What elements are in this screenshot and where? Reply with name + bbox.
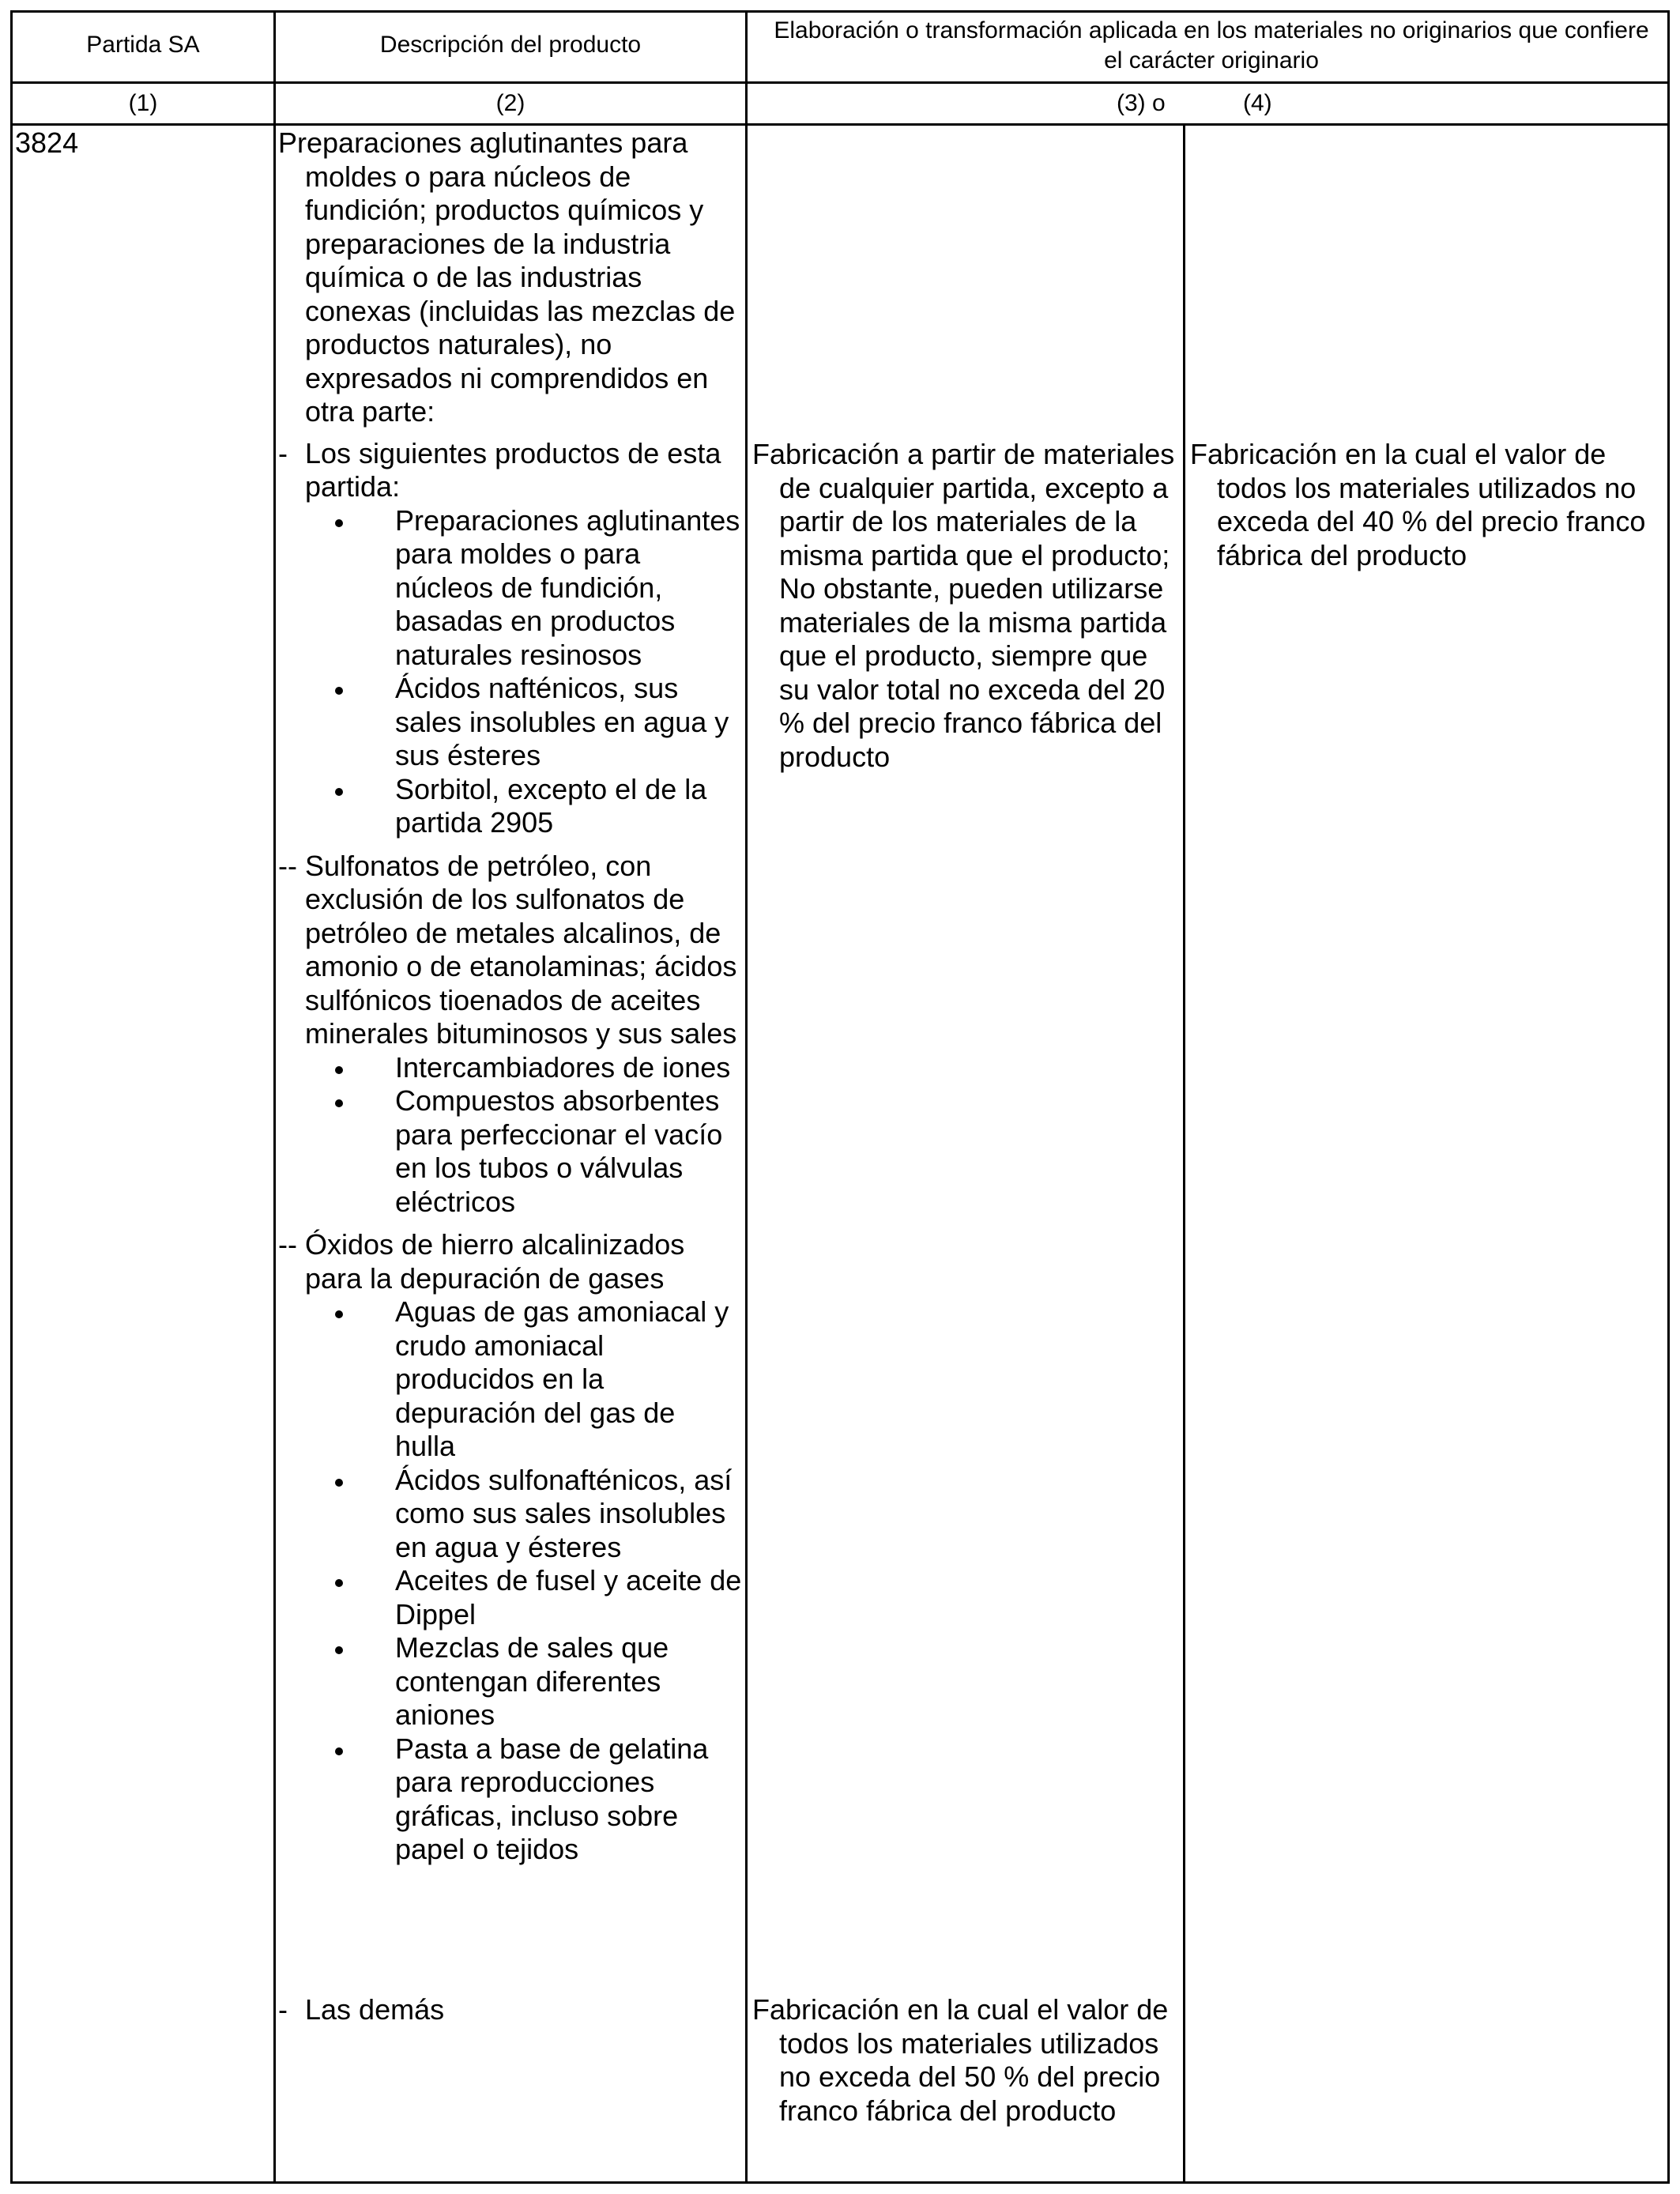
table-border-top bbox=[10, 10, 1670, 13]
group-heading bbox=[278, 850, 743, 1051]
header-elaboracion: Elaboración o transformación aplicada en los materiales no originarios que confiere el carácter originario bbox=[774, 17, 1649, 74]
header-descripcion: Descripción del producto bbox=[379, 32, 642, 58]
column-number-2: (2) bbox=[495, 90, 525, 116]
table-border-left bbox=[10, 10, 13, 2184]
others-text: Las demás bbox=[305, 1993, 445, 2026]
group-marker: - bbox=[278, 436, 288, 469]
rule-column-4-first: Fabricación en la cual el valor de todos los materiales utilizados no exceda del 40 % del precio franco fábrica del producto bbox=[1190, 438, 1646, 571]
bullet-icon bbox=[335, 788, 343, 796]
others-marker: - bbox=[278, 1993, 288, 2026]
bullet-list bbox=[278, 1051, 743, 1220]
group-marker: -- bbox=[278, 1228, 297, 1261]
bullet-icon bbox=[335, 1310, 343, 1318]
bullet-icon bbox=[335, 1479, 343, 1487]
column-divider-1 bbox=[273, 10, 276, 2184]
group-text: Sulfonatos de petróleo, con exclusión de los sulfonatos de petróleo de metales alcalinos, de amonio o de etanolaminas; ácidos sulfónicos tioenados de aceites minerales bituminosos y sus sales bbox=[305, 849, 737, 1050]
group-heading bbox=[278, 1228, 743, 1295]
group-heading bbox=[278, 437, 743, 504]
rules-of-origin-table bbox=[10, 10, 1670, 2184]
column-number-1: (1) bbox=[128, 90, 158, 116]
description-intro: Preparaciones aglutinantes para moldes o para núcleos de fundición; productos químicos y preparaciones de la industria química o de las industrias conexas (incluidas las mezclas de productos naturales), no expresados ni comprendidos en otra parte: bbox=[278, 126, 736, 428]
list-item: Ácidos sulfonafténicos, así como sus sales insolubles en agua y ésteres bbox=[278, 1464, 743, 1565]
list-item: Aguas de gas amoniacal y crudo amoniacal producidos en la depuración del gas de hulla bbox=[278, 1295, 743, 1464]
list-item: Pasta a base de gelatina para reproducciones gráficas, incluso sobre papel o tejidos bbox=[278, 1732, 743, 1867]
hs-code: 3824 bbox=[15, 126, 79, 159]
list-item: Ácidos nafténicos, sus sales insolubles en agua y sus ésteres bbox=[278, 672, 743, 773]
table-border-bottom bbox=[10, 2181, 1670, 2184]
group-text: Los siguientes productos de esta partida: bbox=[305, 436, 721, 503]
list-item: Aceites de fusel y aceite de Dippel bbox=[278, 1564, 743, 1631]
list-item: Sorbitol, excepto el de la partida 2905 bbox=[278, 773, 743, 840]
description-group bbox=[278, 850, 743, 1220]
column-number-4: (4) bbox=[1243, 90, 1272, 116]
list-item: Intercambiadores de iones bbox=[278, 1051, 743, 1085]
bullet-icon bbox=[335, 1747, 343, 1755]
rule-column-3-first: Fabricación a partir de materiales de cualquier partida, excepto a partir de los materiales de la misma partida que el producto; No obstante, pueden utilizarse materiales de la misma partida que el producto, siempre que su valor total no exceda del 20 % del precio franco fábrica del producto bbox=[752, 438, 1175, 773]
column-number-3: (3) o bbox=[1117, 90, 1166, 116]
list-item: Mezclas de sales que contengan diferentes aniones bbox=[278, 1631, 743, 1732]
description-group bbox=[278, 1228, 743, 1867]
list-item: Compuestos absorbentes para perfeccionar el vacío en los tubos o válvulas eléctricos bbox=[278, 1084, 743, 1219]
list-item: Preparaciones aglutinantes para moldes o para núcleos de fundición, basadas en productos naturales resinosos bbox=[278, 504, 743, 673]
others-description bbox=[278, 1993, 743, 2027]
bullet-list bbox=[278, 1295, 743, 1867]
header-divider bbox=[10, 81, 1670, 84]
rule-column-3-others: Fabricación en la cual el valor de todos los materiales utilizados no exceda del 50 % del precio franco fábrica del producto bbox=[752, 1993, 1169, 2127]
bullet-icon bbox=[335, 1646, 343, 1654]
bullet-icon bbox=[335, 687, 343, 695]
bullet-icon bbox=[335, 1066, 343, 1074]
table-border-right bbox=[1667, 10, 1670, 2184]
group-marker: -- bbox=[278, 849, 297, 882]
product-description bbox=[278, 126, 743, 1876]
bullet-icon bbox=[335, 519, 343, 527]
column-divider-3 bbox=[1183, 125, 1185, 2184]
group-text: Óxidos de hierro alcalinizados para la depuración de gases bbox=[305, 1228, 685, 1295]
column-divider-2 bbox=[745, 10, 748, 2184]
header-partida-sa: Partida SA bbox=[86, 32, 200, 58]
bullet-list bbox=[278, 504, 743, 840]
number-row-divider bbox=[10, 123, 1670, 126]
description-group bbox=[278, 437, 743, 840]
bullet-icon bbox=[335, 1099, 343, 1107]
bullet-icon bbox=[335, 1579, 343, 1587]
